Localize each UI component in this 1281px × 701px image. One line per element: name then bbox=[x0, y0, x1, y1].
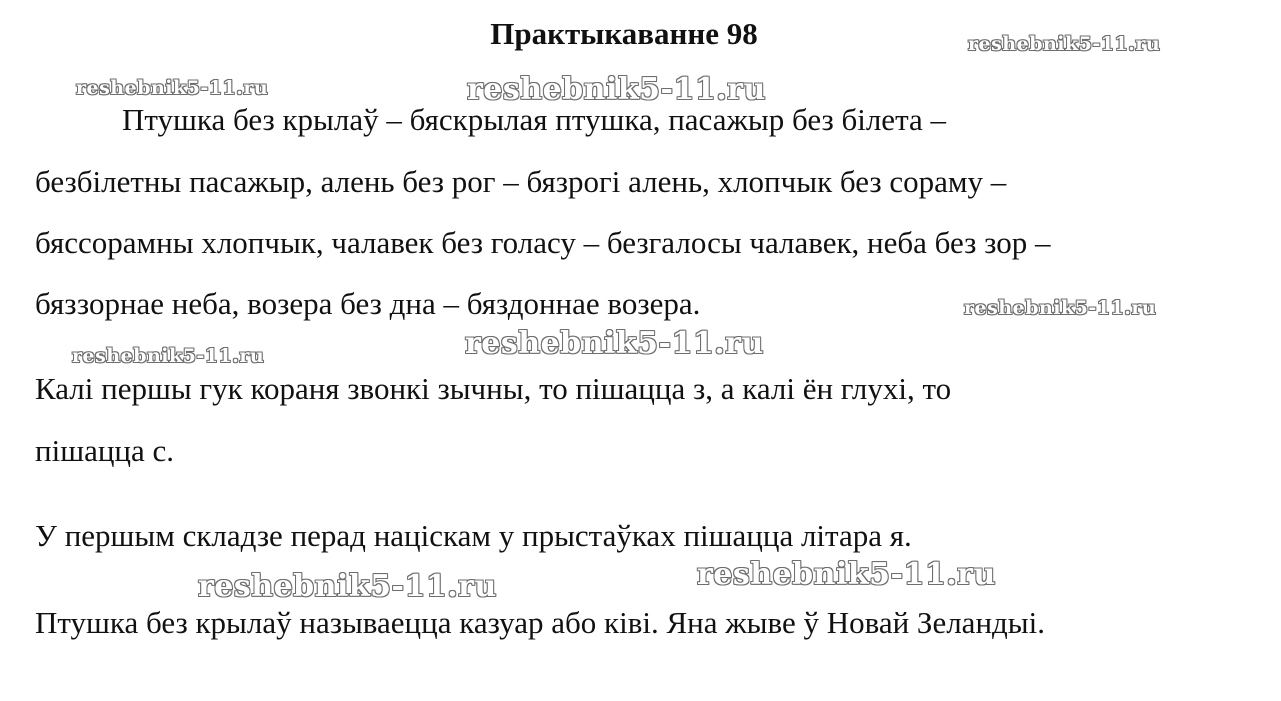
watermark: reshebnik5-11.ru bbox=[964, 297, 1157, 319]
paragraph2-line1: Калі першы гук кораня звонкі зычны, то пішацца з, а калі ён глухі, то bbox=[35, 371, 952, 406]
watermark: reshebnik5-11.ru bbox=[465, 326, 764, 361]
watermark: reshebnik5-11.ru bbox=[198, 569, 497, 604]
paragraph1-line1: Птушка без крылаў – бяскрылая птушка, пасажыр без білета – bbox=[122, 102, 946, 137]
page-title: Практыкаванне 98 bbox=[490, 16, 758, 51]
paragraph2-line2: пішацца с. bbox=[35, 433, 175, 468]
paragraph3: У першым складзе перад націскам у прыстаўках пішацца літара я. bbox=[35, 518, 912, 553]
paragraph1-line2: безбілетны пасажыр, алень без рог – бязрогі алень, хлопчык без сораму – bbox=[35, 164, 1007, 199]
paragraph4: Птушка без крылаў называецца казуар або ківі. Яна жыве ў Новай Зеландыі. bbox=[35, 605, 1045, 640]
watermark: reshebnik5-11.ru bbox=[697, 557, 996, 592]
watermark: reshebnik5-11.ru bbox=[72, 345, 265, 367]
paragraph1-line3: бяссорамны хлопчык, чалавек без голасу – безгалосы чалавек, неба без зор – bbox=[35, 225, 1051, 260]
watermark: reshebnik5-11.ru bbox=[467, 72, 766, 107]
paragraph1-line4: бяззорнае неба, возера без дна – бяздоннае возера. bbox=[35, 286, 701, 321]
watermark: reshebnik5-11.ru bbox=[968, 33, 1161, 55]
watermark: reshebnik5-11.ru bbox=[76, 77, 269, 99]
